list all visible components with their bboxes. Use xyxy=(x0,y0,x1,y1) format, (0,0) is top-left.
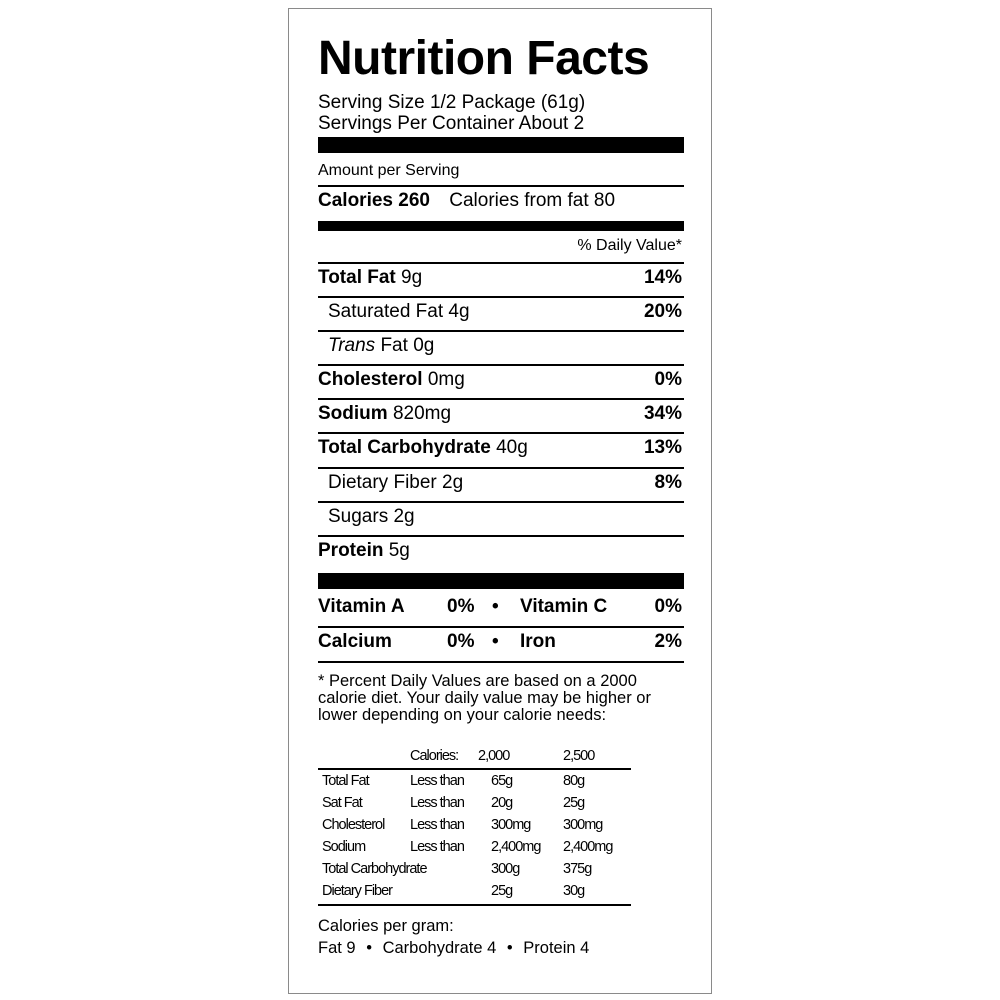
dv-row-2500: 80g xyxy=(563,773,585,789)
dv-row-2000: 2,400mg xyxy=(491,839,541,855)
bullet: • xyxy=(492,631,499,652)
table-divider xyxy=(318,768,631,770)
calories-row xyxy=(318,190,684,212)
calcium-label: Calcium xyxy=(318,631,392,652)
divider xyxy=(318,398,684,400)
iron-dv: 2% xyxy=(654,631,682,652)
divider xyxy=(318,185,684,187)
dv-row-2500: 30g xyxy=(563,883,585,899)
daily-value-header: % Daily Value* xyxy=(577,237,682,254)
dv-row-2000: 65g xyxy=(491,773,513,789)
dv-row-label: Total Fat xyxy=(322,773,369,789)
divider xyxy=(318,661,684,663)
divider xyxy=(318,296,684,298)
servings-per-container: Servings Per Container About 2 xyxy=(318,113,585,134)
nutrient-row-sugars: Sugars 2g xyxy=(328,506,415,527)
dv-row-2500: 2,400mg xyxy=(563,839,613,855)
calories-value: 260 xyxy=(398,190,430,211)
nutrient-row-total-carbohydrate: Total Carbohydrate 40g 13% xyxy=(318,437,682,458)
label-title: Nutrition Facts xyxy=(318,32,650,85)
calories-label: Calories xyxy=(318,190,393,211)
dv-row-label: Sodium xyxy=(322,839,366,855)
dv-table-2500: 2,500 xyxy=(563,748,595,764)
nutrient-row-protein: Protein 5g xyxy=(318,540,410,561)
dv-row-2000: 20g xyxy=(491,795,513,811)
divider xyxy=(318,432,684,434)
dv-row-2500: 25g xyxy=(563,795,585,811)
nutrition-label xyxy=(288,8,712,994)
dv-row-label: Total Carbohydrate xyxy=(322,861,427,877)
dv-row-qualifier: Less than xyxy=(410,795,464,811)
serving-size: Serving Size 1/2 Package (61g) xyxy=(318,92,586,113)
nutrient-row-total-fat: Total Fat 9g 14% xyxy=(318,267,682,288)
dv-row-2000: 25g xyxy=(491,883,513,899)
calories-per-gram-label: Calories per gram: xyxy=(318,917,454,935)
dv-table-calories-label: Calories: xyxy=(410,748,459,764)
dv-row-qualifier: Less than xyxy=(410,773,464,789)
nutrient-row-trans-fat: Trans Fat 0g xyxy=(328,335,435,356)
dv-row-qualifier: Less than xyxy=(410,817,464,833)
dv-row-2000: 300g xyxy=(491,861,520,877)
thick-divider xyxy=(318,573,684,589)
divider xyxy=(318,501,684,503)
dv-row-label: Sat Fat xyxy=(322,795,362,811)
divider xyxy=(318,364,684,366)
iron-label: Iron xyxy=(520,631,556,652)
vitamin-a-label: Vitamin A xyxy=(318,596,405,617)
divider xyxy=(318,262,684,264)
dv-row-2000: 300mg xyxy=(491,817,531,833)
divider xyxy=(318,467,684,469)
bullet: • xyxy=(492,596,499,617)
dv-row-label: Cholesterol xyxy=(322,817,385,833)
divider xyxy=(318,535,684,537)
calories-per-gram-values: Fat 9 • Carbohydrate 4 • Protein 4 xyxy=(318,939,590,957)
table-divider xyxy=(318,904,631,906)
vitamin-c-label: Vitamin C xyxy=(520,596,608,617)
dv-row-label: Dietary Fiber xyxy=(322,883,392,899)
divider xyxy=(318,330,684,332)
calories-from-fat: Calories from fat 80 xyxy=(449,190,616,211)
amount-per-serving: Amount per Serving xyxy=(318,162,460,179)
divider xyxy=(318,626,684,628)
dv-table-2000: 2,000 xyxy=(478,748,510,764)
dv-row-2500: 375g xyxy=(563,861,592,877)
nutrient-row-dietary-fiber: Dietary Fiber 2g 8% xyxy=(328,472,682,493)
medium-divider xyxy=(318,221,684,231)
dv-row-2500: 300mg xyxy=(563,817,603,833)
vitamin-c-dv: 0% xyxy=(654,596,682,617)
nutrient-row-saturated-fat: Saturated Fat 4g 20% xyxy=(328,301,682,322)
footnote: * Percent Daily Values are based on a 2000 calorie diet. Your daily value may be higher or lower depending on your calorie needs: xyxy=(318,672,651,724)
nutrient-row-cholesterol: Cholesterol 0mg 0% xyxy=(318,369,682,390)
vitamin-a-dv: 0% xyxy=(447,596,475,617)
calcium-dv: 0% xyxy=(447,631,475,652)
nutrient-row-sodium: Sodium 820mg 34% xyxy=(318,403,682,424)
dv-row-qualifier: Less than xyxy=(410,839,464,855)
thick-divider xyxy=(318,137,684,153)
